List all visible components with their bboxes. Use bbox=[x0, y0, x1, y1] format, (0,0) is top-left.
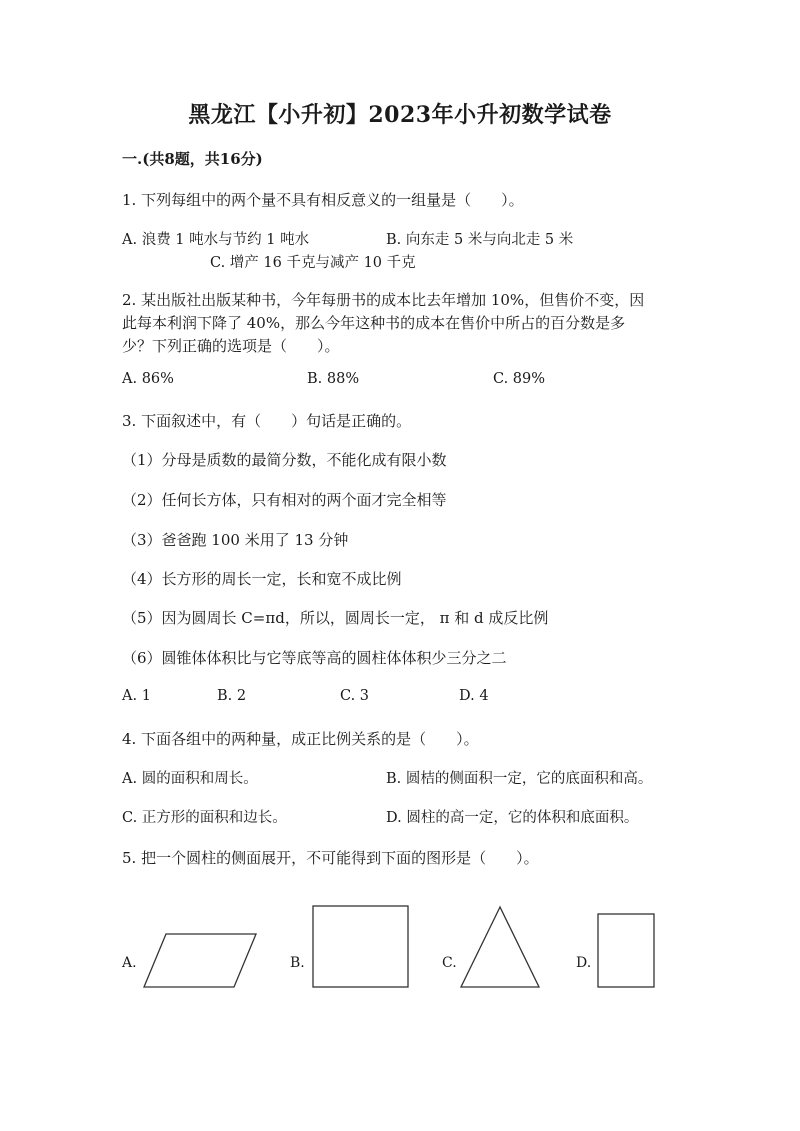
shape-label-c: C. bbox=[442, 955, 457, 971]
rectangle-shape bbox=[598, 914, 654, 987]
question-3-option-c: C. 3 bbox=[340, 688, 370, 704]
shape-label-b: B. bbox=[290, 955, 305, 971]
question-2-option-c: C. 89% bbox=[493, 371, 546, 387]
question-4-stem: 4. 下面各组中的两种量，成正比例关系的是（ ）。 bbox=[122, 730, 479, 748]
question-5-stem: 5. 把一个圆柱的侧面展开，不可能得到下面的图形是（ ）。 bbox=[122, 849, 539, 867]
question-1-option-a: A. 浪费 1 吨水与节约 1 吨水 bbox=[122, 232, 310, 248]
question-2-stem-line-3: 少？下列正确的选项是（ ）。 bbox=[122, 337, 340, 355]
question-2-option-b: B. 88% bbox=[307, 371, 360, 387]
question-3-statement: （4）长方形的周长一定，长和宽不成比例 bbox=[122, 570, 402, 588]
question-4-option-c: C. 正方形的面积和边长。 bbox=[122, 810, 287, 826]
shape-label-a: A. bbox=[122, 955, 137, 971]
question-4-option-d: D. 圆柱的高一定，它的体积和底面积。 bbox=[386, 810, 639, 826]
question-4-option-a: A. 圆的面积和周长。 bbox=[122, 771, 258, 787]
parallelogram-shape bbox=[144, 934, 256, 987]
shape-label-d: D. bbox=[576, 955, 592, 971]
square-shape bbox=[313, 906, 408, 987]
section-heading: 一.(共8题，共16分) bbox=[122, 150, 263, 168]
question-3-option-a: A. 1 bbox=[122, 688, 151, 704]
question-1-option-b: B. 向东走 5 米与向北走 5 米 bbox=[386, 232, 574, 248]
question-3-option-d: D. 4 bbox=[459, 688, 489, 704]
page-title: 黑龙江【小升初】2023年小升初数学试卷 bbox=[188, 102, 612, 128]
triangle-shape bbox=[461, 907, 539, 987]
question-2-stem-line-1: 2. 某出版社出版某种书，今年每册书的成本比去年增加 10%，但售价不变，因 bbox=[122, 291, 645, 309]
question-3-stem: 3. 下面叙述中，有（ ）句话是正确的。 bbox=[122, 412, 412, 430]
question-2-option-a: A. 86% bbox=[122, 371, 174, 387]
question-2-stem-line-2: 此每本利润下降了 40%，那么今年这种书的成本在售价中所占的百分数是多 bbox=[122, 314, 626, 332]
question-1-option-c: C. 增产 16 千克与减产 10 千克 bbox=[210, 255, 416, 271]
question-1-stem: 1. 下列每组中的两个量不具有相反意义的一组量是（ ）。 bbox=[122, 191, 524, 209]
question-4-option-b: B. 圆桔的侧面积一定，它的底面积和高。 bbox=[386, 771, 653, 787]
question-3-statement: （2）任何长方体，只有相对的两个面才完全相等 bbox=[122, 491, 447, 509]
question-3-statement: （3）爸爸跑 100 米用了 13 分钟 bbox=[122, 531, 349, 549]
question-3-statement: （6）圆锥体体积比与它等底等高的圆柱体体积少三分之二 bbox=[122, 649, 507, 667]
question-3-option-b: B. 2 bbox=[217, 688, 247, 704]
question-3-statement: （1）分母是质数的最简分数，不能化成有限小数 bbox=[122, 451, 447, 469]
question-3-statement: （5）因为圆周长 C=πd，所以，圆周长一定， π 和 d 成反比例 bbox=[122, 609, 549, 627]
